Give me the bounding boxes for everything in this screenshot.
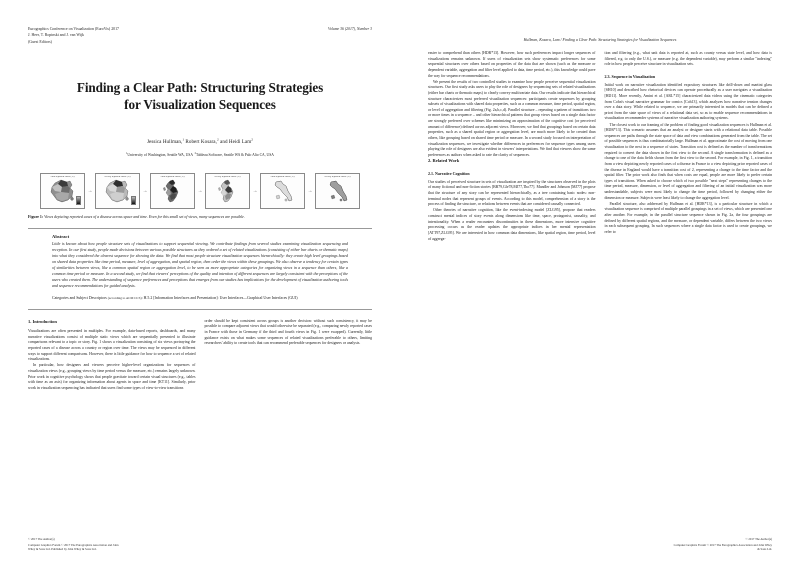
figure-caption	[28, 215, 372, 221]
sequence-arrow-icon: →	[87, 188, 93, 194]
paragraph: Our studies of perceived structure in sets of visualization are inspired by the structures observed in the plots of many fictional and non-fiction stories [BB79,Gle78,MJ77,Tho77]. Mandler and Johnson [MJ77] propose that the structure of any story can be represented hierarchically, as a tree containing basic nodes: non-terminal nodes that represent groups of events. According to this model, comprehension of a story is the process of finding the structure, or relations between events that are considered causally connected.	[428, 179, 596, 207]
acm-categories	[52, 296, 348, 302]
conference-name: Eurographics Conference on Visualization (EuroVis) 2017	[28, 27, 119, 31]
section-heading-sequence-in-visualization: 2.3. Sequence in Visualization	[604, 73, 656, 79]
paragraph: The closest work to our framing of the problem of finding good visualization sequences is Hullman et al. [HDR*13]. This scenario assumes that an analyst or designer starts with a relational data table. Possible sequences are paths through the state space of data and view combinations generated from the table. The set of possible sequences is thus combinatorially large. Hullman et al. approximate the cost of moving from one visualization to the next in a sequence of states. Transition cost is defined as the number of transformations required to convert the data shown in the first view to the second. A single transformation is defined as a change to one of the data fields shown from the first view to the second. For example, in Fig. 1, a transition from a view depicting newly reported cases of a disease in France to a view depicting prior reported cases of the disease in England would have a transition cost of 2, representing a change to the time factor and the spatial filter. The prior work also finds that when costs are equal, people are more likely to prefer certain types of transitions. When asked to choose which of two possible "next steps" representing changes to the time period, measure, dimension, or level of aggregation and filtering of an initial visualization was more understandable, subjects were most likely to change the time period, followed by changing either the dimension or measure. Subjects were least likely to change the aggregation level.	[604, 122, 772, 200]
section-heading-related-work: 2. Related Work	[428, 158, 460, 164]
map-italy-dark	[318, 179, 358, 206]
abstract-rule-top	[28, 228, 372, 229]
footer-copyright-right	[672, 537, 772, 551]
column-right	[205, 319, 373, 392]
map-uk-light	[208, 179, 248, 206]
section-heading-introduction: 1. Introduction	[28, 318, 57, 324]
author-list	[28, 137, 372, 145]
paper-title-line2: for Visualization Sequences	[124, 97, 276, 113]
copyright-journal-line: Computer Graphics Forum © 2017 The Eurographics Association and John Wiley & Sons Ltd.	[673, 542, 772, 551]
panel-title: First reported cases (%)	[50, 175, 75, 178]
abstract-text: Little is known about how people structure sets of visualizations to support sequential viewing. We contribute findings from several studies examining visualization sequencing and reception. In our first study, people made decisions between various possible structures as they ordered a set of related visualizations (consisting of either bar charts or thematic maps) into what they considered the clearest sequence for showing the data. We find that most people structure visualization sequences hierarchically: they create high level groupings based on shared data properties like time period, measure, level of aggregation, and spatial region, then order the views within these groupings. We also observe a tendency for certain types of similarities between views, like a common spatial region or aggregation level, to be seen as more appropriate categories for organizing views in a sequence than others, like a common time period or measure. In a second study, we find that viewers' perceptions of the quality and intention of different sequences are largely consistent with the perceptions of the users who created them. The understanding of sequence preferences and perceptions that emerges from our studies has implications for the development of visualization authoring tools and sequence recommendations for guided analysis.	[52, 240, 348, 288]
paragraph: We present the results of two controlled studies to examine how people perceive sequential visualization structures. Our first study asks users to play the role of designers by sequencing sets of related visualizations (either bar charts or thematic maps) to clearly convey multivariate data. Our results indicate that hierarchical structure characterizes most preferred visualization sequences: participants create sequences by grouping subsets of visualizations with shared data properties, such as a common measure, time period, spatial region, or level of aggregation and filtering (Fig. 2a,b,c,d). Parallel structure – repeating a pattern of transitions two or more times in a sequence – and other hierarchical patterns that group views based on a single data factor are strongly preferred over schemes like minimizing an approximation of the cognitive cost (or perceived amount of difference) defined across adjacent views. Moreover, we find that groupings based on certain data properties, such as a shared spatial region or aggregation level, are much more likely to be created than others, like grouping based on shared time period or measure. In a second study focused on interpretation of visualization sequences, we investigate whether differences in preferences for sequence types among users playing the role of designers are also evident in viewers' interpretations. We find that viewers show the same preferences as authors when asked to rate the clarity of sequences.	[428, 79, 596, 157]
paragraph: tion and filtering (e.g., what unit data is reported at, such as county versus state level, and how data is filtered, e.g. to only the U.S.), or measure (e.g. the dependent variable), may perform a similar "indexing" role in how people perceive structure in visualization sets.	[604, 51, 772, 67]
volume-info: Volume 36 (2017), Number 3	[328, 27, 372, 31]
editors-line: J. Heer, T. Ropinski and J. van Wijk	[28, 33, 84, 38]
sequence-arrow-icon: →	[142, 188, 148, 194]
running-head-left	[28, 26, 372, 45]
author-3: and Heidi Lam$^2$	[220, 137, 253, 145]
paragraph: In particular, how designers and viewers perceive higher-level organizations for sequences of visualization views (e.g., grouping views by time period versus the measure, etc.) remains largely unknown. Prior work in cognitive psychology shows that people gravitate toward certain visual structures (e.g., tables with time as an axis) for organizing information about agents in space and time [KT11]. Similarly, prior work in visualization sequencing has indicated that users find some types of view-to-view transitions	[28, 363, 196, 390]
sequence-arrow-icon: →	[307, 188, 313, 194]
guest-editors-label: (Guest Editors)	[28, 39, 52, 44]
categories-paren: (according to ACM CCS)	[107, 295, 142, 300]
copyright-author-line: © 2017 The Author(s)	[745, 537, 772, 542]
figure-panel	[260, 173, 305, 209]
panel-title: First reported cases (%)	[270, 175, 295, 178]
author-1: Jessica Hullman,$^1$	[147, 137, 185, 145]
column-left	[28, 319, 196, 392]
paragraph: Initial work on narrative visualization identified expository structures like drill-down and martini glass [SH10] and described how rhetorical devices can operate procedurally as a user navigates a visualization [HD11]. More recently, Amini et al. [ARL*15] characterized data videos using the cinematic categories from Cohn's visual narrative grammar for comics [Coh13], which analyzes how narrative tension changes over a data story. While related to sequence, we are primarily interested in models that can be defined a priori from the state space of views of a relational data set, so as to enable sequence recommendations in visualization recommender systems of narrative visualization authoring systems.	[604, 82, 772, 121]
sequence-arrow-icon: →	[197, 188, 203, 194]
map-france-dark	[43, 179, 83, 206]
paragraph: Parallel structure, also addressed by Hullman et al. [HDR*13], is a particular structure in which a visualization sequence is comprised of multiple parallel groupings in a set of views, which are presented one after another. For example, in the parallel structure sequence shown in Fig. 2a, the four groupings are defined by different spatial regions, and the measure, or dependent variable, differs between the two views in each subsequent grouping. In such sequences where a single data factor is used to create groupings, we refer to	[604, 201, 772, 234]
figure-caption-text: Views depicting reported cases of a disease across space and time. Even for this small set of views, many sequences are possible.	[44, 215, 245, 220]
color-legend	[76, 196, 80, 205]
paragraph: order should be kept consistent across groups is another decision: without such consistency, it may be possible to compare adjacent views that would otherwise be separated (e.g., comparing newly reported cases in France with those in Germany if the third and fourth views in Fig. 1 were swapped). Currently, little guidance exists on what makes some sequences of related visualizations preferable to others, limiting researchers' ability to create tools that can recommend preferable sequences for designers or analysts.	[204, 318, 372, 346]
color-legend	[131, 196, 135, 205]
figure-panel	[95, 173, 140, 209]
map-france-light	[98, 179, 138, 206]
copyright-author-line: © 2017 The Author(s)	[28, 537, 55, 542]
column-left	[428, 51, 596, 242]
figure-panel	[315, 173, 360, 209]
figure-label: Figure 1:	[28, 215, 44, 220]
author-2: Robert Kosara,$^2$	[185, 137, 219, 145]
paper-title	[28, 79, 372, 113]
figure-panel	[150, 173, 195, 209]
map-italy-light	[263, 179, 303, 206]
categories-body: : H.5.2 [Information Interfaces and Presentation]: User Interfaces—Graphical User Interfaces (GUI)	[141, 295, 298, 300]
panel-title: Newly reported cases (%)	[324, 175, 351, 178]
abstract-block	[28, 234, 372, 302]
copyright-journal-line2: Wiley & Sons Ltd. Published by John Wiley & Sons Ltd.	[28, 546, 97, 551]
panel-title: Newly reported cases (%)	[104, 175, 131, 178]
affiliation-1: University of Washington, Seattle WA, USA	[127, 153, 193, 158]
affiliation-list: $^1$University of Washington, Seattle WA, USA $^2$Tableau Software, Seattle WA & Palo Alto CA, USA	[126, 151, 274, 158]
paper-title-line1: Finding a Clear Path: Structuring Strategies	[76, 79, 324, 95]
paragraph: easier to comprehend than others [HDR*13]. However, how such preferences impact longer sequences of visualizations remains unknown. If users of visualization sets show systematic preferences for some sequential structures over others based on properties of the data that are shown (such as the measure or dependent variable, aggregation and filter level applied to data, time period, etc.), this knowledge could pave the way for sequence recommendations.	[428, 51, 596, 78]
running-head-right: Hullman, Kosara, Lam / Finding a Clear Path: Structuring Strategies for Visualization Sequences	[523, 38, 677, 42]
figure-panel	[205, 173, 250, 209]
paragraph: Visualizations are often presented in multiples. For example, data-based reports, dashboards, and many narrative visualizations consist of multiple static views which are sequentially presented to illustrate comparisons relevant to a topic or story. Fig. 1 shows a visualization consisting of six views portraying the reported cases of a disease across a country or region over time. The views may be sequenced in different ways to support different comparisons. However, there is little guidance for how to sequence a set of related visualizations.	[28, 329, 196, 362]
figure-panel	[40, 173, 85, 209]
sequence-arrow-icon: →	[252, 188, 258, 194]
teaser-figure	[28, 173, 372, 209]
panel-title: First reported cases (%)	[160, 175, 185, 178]
abstract-heading: Abstract	[52, 233, 70, 239]
paragraph: Other theories of narrative cognition, like the event-indexing model [ZLG95], propose that readers construct mental indices of story events along dimensions like time, space, protagonist, causality, and intentionality. When a reader encounters discontinuities in these dimensions, more intensive cognitive processing occurs as the reader updates the appropriate indices in her mental representation [ATT97,ZLG95]. We are interested in how common data dimensions, like spatial region, time period, level of aggrega-	[428, 208, 596, 241]
footer-copyright-left	[28, 537, 198, 551]
body-columns-right-page	[428, 51, 772, 242]
paper-sheet-right	[400, 0, 800, 565]
column-right	[605, 51, 773, 242]
abstract-rule-bottom	[28, 309, 372, 310]
body-columns-left-page	[28, 319, 372, 392]
map-uk-dark	[153, 179, 193, 206]
panel-title: Newly reported cases (%)	[214, 175, 241, 178]
affiliation-2: Tableau Software, Seattle WA & Palo Alto CA, USA	[196, 153, 274, 158]
copyright-journal-line1: Computer Graphics Forum © 2017 The Eurographics Association and John	[28, 542, 119, 547]
section-heading-narrative-cognition: 2.1. Narrative Cognition	[428, 170, 470, 176]
conference-info	[28, 26, 119, 45]
categories-prefix: Categories and Subject Descriptors	[52, 295, 107, 300]
